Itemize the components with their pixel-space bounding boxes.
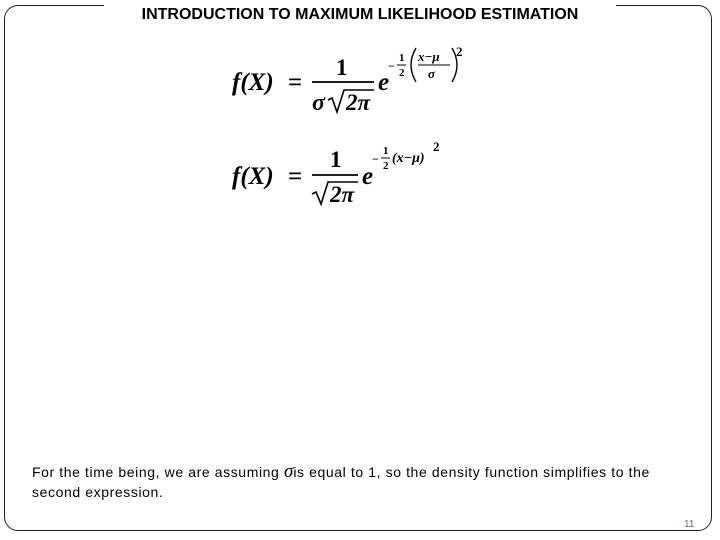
formula-2-base-e: e (362, 163, 374, 190)
page-number: 11 (684, 519, 695, 530)
formula-2-exp-denominator: 2 (383, 160, 389, 172)
formula-1-power: 2 (456, 44, 463, 59)
caption-text (32, 462, 702, 502)
formula-1-equals: = (288, 69, 303, 96)
caption-after-sigma: is equal to 1, so the density function simplifies to the second expression. (32, 464, 650, 500)
caption-before-sigma: For the time being, we are assuming (32, 464, 284, 480)
formula-1-lhs: f(X) (232, 69, 274, 96)
formula-2-exp-numerator: 1 (383, 145, 389, 157)
formula-1-exp-numerator: 1 (399, 52, 405, 64)
formula-general-normal-density (228, 44, 478, 120)
formula-2-den-two-pi: 2π (330, 182, 355, 207)
formula-1-inner-numerator: x−μ (418, 49, 440, 64)
formula-2-power: 2 (433, 139, 440, 154)
formula-1-exp-minus: − (388, 59, 395, 73)
slide-title: INTRODUCTION TO MAXIMUM LIKELIHOOD ESTIMATION (141, 6, 579, 23)
formula-1-base-e: e (378, 69, 390, 96)
formula-standard-normal-density (228, 138, 458, 210)
formula-2-numerator: 1 (330, 147, 342, 172)
formula-2-exp-minus: − (372, 152, 379, 166)
formula-1-inner-denominator: σ (428, 66, 436, 81)
formula-2-inner: (x−μ) (392, 151, 425, 166)
formula-1-left-paren (411, 48, 416, 82)
formula-2-equals: = (288, 163, 303, 190)
formula-2-lhs: f(X) (232, 163, 274, 190)
caption-sigma-symbol: σ (283, 461, 294, 482)
formula-1-numerator: 1 (336, 55, 348, 80)
formula-1-den-two-pi: 2π (346, 90, 371, 115)
formula-1-exp-denominator: 2 (399, 67, 405, 79)
formula-1-den-sigma: σ (312, 90, 325, 116)
